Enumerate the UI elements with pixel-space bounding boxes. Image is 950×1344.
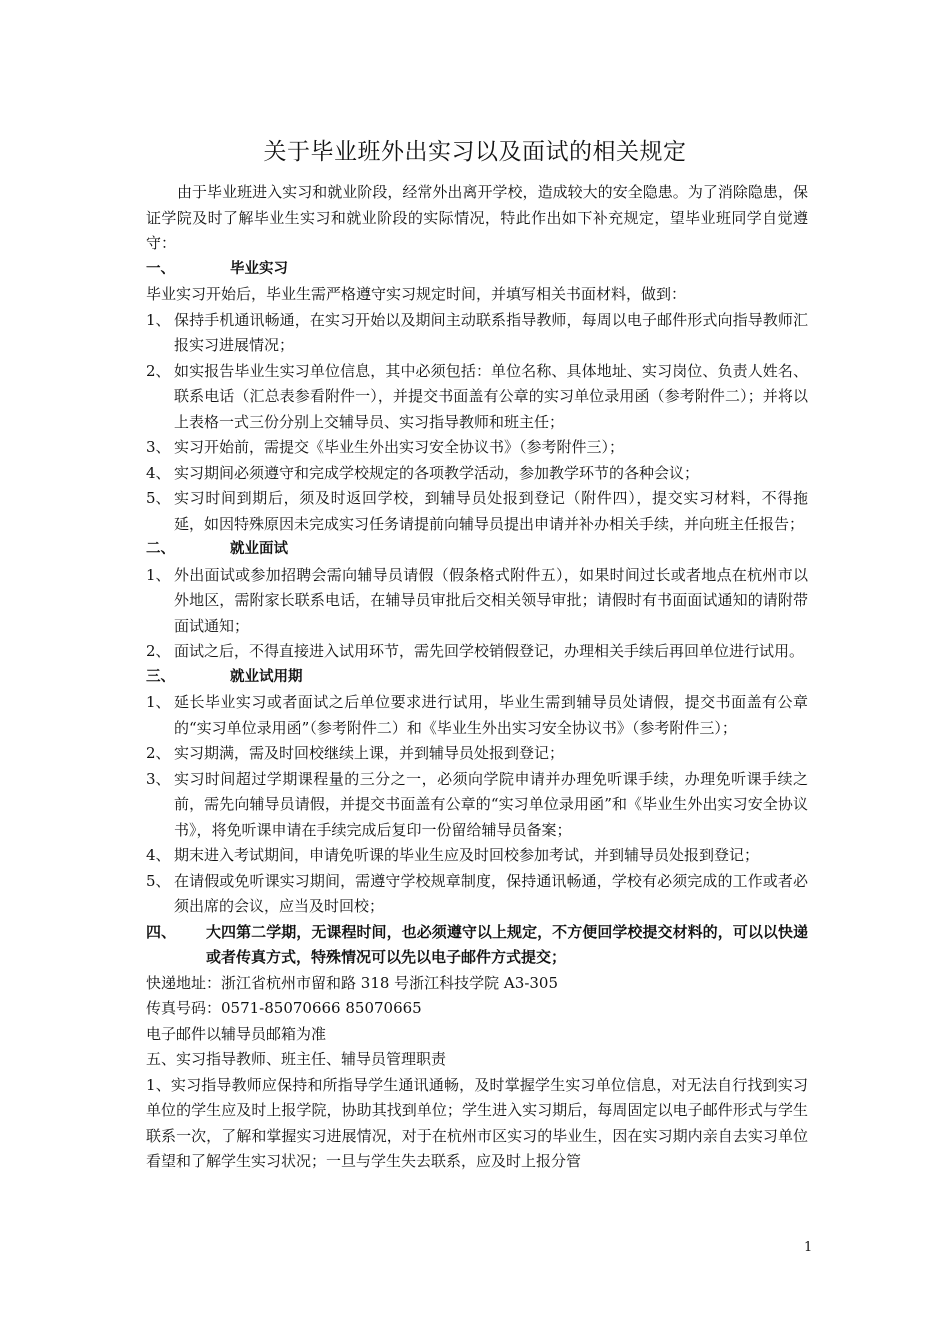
list-item <box>146 308 808 359</box>
list-item <box>146 486 808 537</box>
item-number: 1、 <box>146 310 171 329</box>
item-text: 延长毕业实习或者面试之后单位要求进行试用，毕业生需到辅导员处请假，提交书面盖有公章的“实习单位录用函”（参考附件二）和《毕业生外出实习安全协议书》（参考附件三）； <box>174 693 808 737</box>
list-item <box>146 767 808 844</box>
item-number: 2、 <box>146 361 171 380</box>
item-text: 外出面试或参加招聘会需向辅导员请假（假条格式附件五），如果时间过长或者地点在杭州市以外地区，需附家长联系电话，在辅导员审批后交相关领导审批；请假时有书面面试通知的请附带面试通知； <box>174 565 808 635</box>
item-text: 实习时间超过学期课程量的三分之一，必须向学院申请并办理免听课手续，办理免听课手续之前，需先向辅导员请假，并提交书面盖有公章的“实习单位录用函”和《毕业生外出实习安全协议书》，将免听课申请在手续完成后复印一份留给辅导员备案； <box>174 769 808 839</box>
email-note: 电子邮件以辅导员邮箱为准 <box>146 1024 327 1043</box>
item-number: 3、 <box>146 438 171 456</box>
section-four-paragraph <box>146 920 808 971</box>
section-title: 就业试用期 <box>230 668 303 685</box>
section-number: 一、 <box>146 260 175 277</box>
section-number: 三、 <box>146 668 175 685</box>
list-item <box>146 690 808 741</box>
item-text: 如实报告毕业生实习单位信息，其中必须包括：单位名称、具体地址、实习岗位、负责人姓名、联系电话（汇总表参看附件一），并提交书面盖有公章的实习单位录用函（参考附件二）；并将以上表格一式三份分别上交辅导员、实习指导教师和班主任； <box>174 361 808 431</box>
item-number: 1、 <box>146 693 171 711</box>
list-item <box>146 461 808 487</box>
section5-paragraph: 1、实习指导教师应保持和所指导学生通讯通畅，及时掌握学生实习单位信息，对无法自行找到实习单位的学生应及时上报学院，协助其找到单位；学生进入实习期后，每周固定以电子邮件形式与学生联系一次，了解和掌握实习进展情况，对于在杭州市区实习的毕业生，因在实习期内亲自去实习单位看望和了解学生实习状况；一旦与学生失去联系，应及时上报分管 <box>146 1075 808 1170</box>
section-number: 二、 <box>146 541 175 557</box>
item-number: 2、 <box>146 642 171 660</box>
list-item <box>146 639 808 665</box>
section-heading-internship <box>146 257 808 283</box>
item-number: 5、 <box>146 489 171 507</box>
item-number: 4、 <box>146 846 171 864</box>
item-text: 面试之后，不得直接进入试用环节，需先回学校销假登记，办理相关手续后再回单位进行试用。 <box>174 642 805 660</box>
item-text: 在请假或免听课实习期间，需遵守学校规章制度，保持通讯畅通，学校有必须完成的工作或者必须出席的会议，应当及时回校； <box>174 871 808 915</box>
item-number: 5、 <box>146 871 171 890</box>
item-number: 1、 <box>146 565 171 584</box>
section-number: 四、 <box>146 922 177 941</box>
section-title: 就业面试 <box>230 541 288 557</box>
item-number: 4、 <box>146 463 171 482</box>
fax-number: 传真号码：0571-85070666 85070665 <box>146 999 422 1017</box>
section-heading-probation <box>146 665 808 691</box>
list-item <box>146 869 808 920</box>
item-text: 实习时间到期后，须及时返回学校，到辅导员处报到登记（附件四），提交实习材料，不得拖延，如因特殊原因未完成实习任务请提前向辅导员提出申请并补办相关手续，并向班主任报告； <box>174 489 808 533</box>
document-title: 关于毕业班外出实习以及面试的相关规定 <box>263 139 687 165</box>
item-number: 3、 <box>146 769 171 788</box>
item-text: 实习开始前，需提交《毕业生外出实习安全协议书》（参考附件三）； <box>174 438 625 456</box>
section1-lead: 毕业实习开始后，毕业生需严格遵守实习规定时间，并填写相关书面材料，做到： <box>146 285 687 303</box>
document-body <box>146 180 808 1175</box>
list-item <box>146 435 808 461</box>
section-heading-responsibilities: 五、实习指导教师、班主任、辅导员管理职责 <box>146 1050 447 1068</box>
item-text: 期末进入考试期间，申请免听课的毕业生应及时回校参加考试，并到辅导员处报到登记； <box>174 846 760 864</box>
intro-paragraph: 由于毕业班进入实习和就业阶段，经常外出离开学校，造成较大的安全隐患。为了消除隐患，保证学院及时了解毕业生实习和就业阶段的实际情况，特此作出如下补充规定，望毕业班同学自觉遵守： <box>146 183 808 252</box>
list-item <box>146 359 808 436</box>
item-text: 保持手机通讯畅通，在实习开始以及期间主动联系指导教师，每周以电子邮件形式向指导教师汇报实习进展情况； <box>174 310 808 354</box>
item-text: 实习期间必须遵守和完成学校规定的各项教学活动，参加教学环节的各种会议； <box>174 463 700 482</box>
section-title: 毕业实习 <box>230 260 288 277</box>
list-item <box>146 843 808 869</box>
item-number: 2、 <box>146 744 171 762</box>
page-number: 1 <box>804 1240 813 1255</box>
item-text: 实习期满，需及时回校继续上课，并到辅导员处报到登记； <box>174 744 565 762</box>
list-item <box>146 741 808 767</box>
section-heading-interview <box>146 537 808 563</box>
section-four-text: 大四第二学期，无课程时间，也必须遵守以上规定，不方便回学校提交材料的，可以以快递或者传真方式，特殊情况可以先以电子邮件方式提交； <box>206 922 808 966</box>
express-address: 快递地址：浙江省杭州市留和路 318 号浙江科技学院 A3-305 <box>146 973 559 992</box>
list-item <box>146 563 808 640</box>
